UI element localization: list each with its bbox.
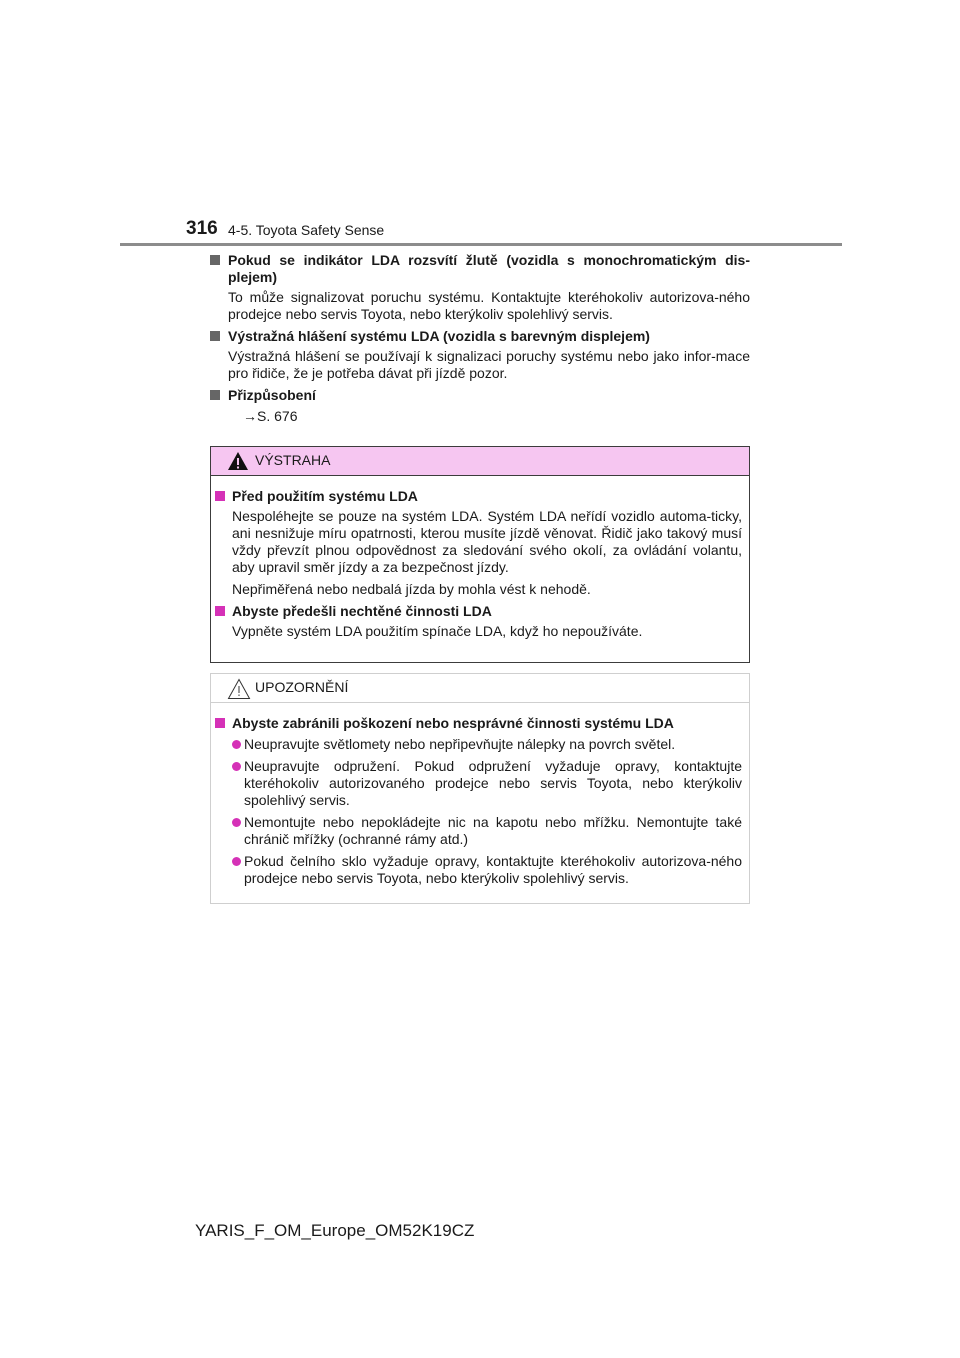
section-heading: Výstražná hlášení systému LDA (vozidla s barevným displejem) (210, 328, 750, 345)
section-title: 4-5. Toyota Safety Sense (228, 222, 385, 238)
square-bullet-icon (210, 390, 220, 400)
square-bullet-icon (215, 606, 225, 616)
section-text: Výstražná hlášení se používají k signalizaci poruchy systému nebo jako infor-mace pro řidiče, že je potřeba dávat při jízdě pozor. (228, 348, 750, 381)
section-indicator-yellow (210, 252, 750, 323)
circle-bullet-icon (232, 818, 241, 827)
caution-triangle-icon (227, 678, 251, 700)
page-header (186, 218, 842, 244)
section-text: To může signalizovat poruchu systému. Kontaktujte kteréhokoliv autorizova-ného prodejce nebo servis Toyota, nebo kterýkoliv spolehlivý servis. (228, 289, 750, 322)
list-item: Neupravujte odpružení. Pokud odpružení vyžaduje opravy, kontaktujte kteréhokoliv autorizovaného prodejce nebo servis Toyota, nebo kterýkoliv spolehlivý servis. (215, 758, 742, 809)
document-code: YARIS_F_OM_Europe_OM52K19CZ (195, 1221, 475, 1240)
page-reference-link[interactable]: →S. 676 (243, 408, 298, 424)
warning-box-body (211, 476, 749, 640)
warning-triangle-icon (227, 451, 249, 471)
caution-box-header (211, 674, 749, 703)
list-item: Neupravujte světlomety nebo nepřipevňujte nálepky na povrch světel. (215, 736, 742, 753)
caution-heading: Abyste zabránili poškození nebo nesprávné činnosti systému LDA (215, 715, 742, 732)
header-rule (120, 243, 842, 246)
caution-title: UPOZORNĚNÍ (255, 679, 349, 695)
main-content (210, 252, 750, 430)
warning-item-text: Nepřiměřená nebo nedbalá jízda by mohla vést k nehodě. (232, 581, 591, 597)
circle-bullet-icon (232, 857, 241, 866)
square-bullet-icon (210, 331, 220, 341)
section-heading: Pokud se indikátor LDA rozsvítí žlutě (vozidla s monochromatickým dis-plejem) (210, 252, 750, 286)
warning-item-text: Nespoléhejte se pouze na systém LDA. Systém LDA neřídí vozidlo automa-ticky, ani nesnižuje míru opatrnosti, kterou musíte jízdě věnovat. Řidič jako takový musí vždy převzít plnou odpovědnost za sledování svého okolí, za ovládání volantu, aby upravil směr jízdy a za bezpečnost jízdy. (232, 508, 742, 575)
caution-box-body (211, 703, 749, 887)
warning-box (210, 446, 750, 663)
circle-bullet-icon (232, 740, 241, 749)
square-bullet-icon (215, 491, 225, 501)
square-bullet-icon (215, 718, 225, 728)
list-item: Nemontujte nebo nepokládejte nic na kapotu nebo mřížku. Nemontujte také chránič mřížky (ochranné rámy atd.) (215, 814, 742, 848)
section-warning-messages (210, 328, 750, 382)
warning-item-text: Vypněte systém LDA použitím spínače LDA, když ho nepoužíváte. (232, 623, 643, 639)
circle-bullet-icon (232, 762, 241, 771)
caution-box (210, 673, 750, 904)
square-bullet-icon (210, 255, 220, 265)
warning-item-heading: Před použitím systému LDA (215, 488, 742, 505)
warning-box-header (211, 447, 749, 476)
list-item: Pokud čelního sklo vyžaduje opravy, kontaktujte kteréhokoliv autorizova-ného prodejce nebo servis Toyota, nebo kterýkoliv spolehlivý servis. (215, 853, 742, 887)
section-customization (210, 387, 750, 425)
section-heading: Přizpůsobení (210, 387, 750, 404)
page-number: 316 (186, 218, 218, 239)
caution-bullet-list (215, 736, 742, 887)
warning-title: VÝSTRAHA (255, 452, 331, 468)
warning-item-heading: Abyste předešli nechtěné činnosti LDA (215, 603, 742, 620)
